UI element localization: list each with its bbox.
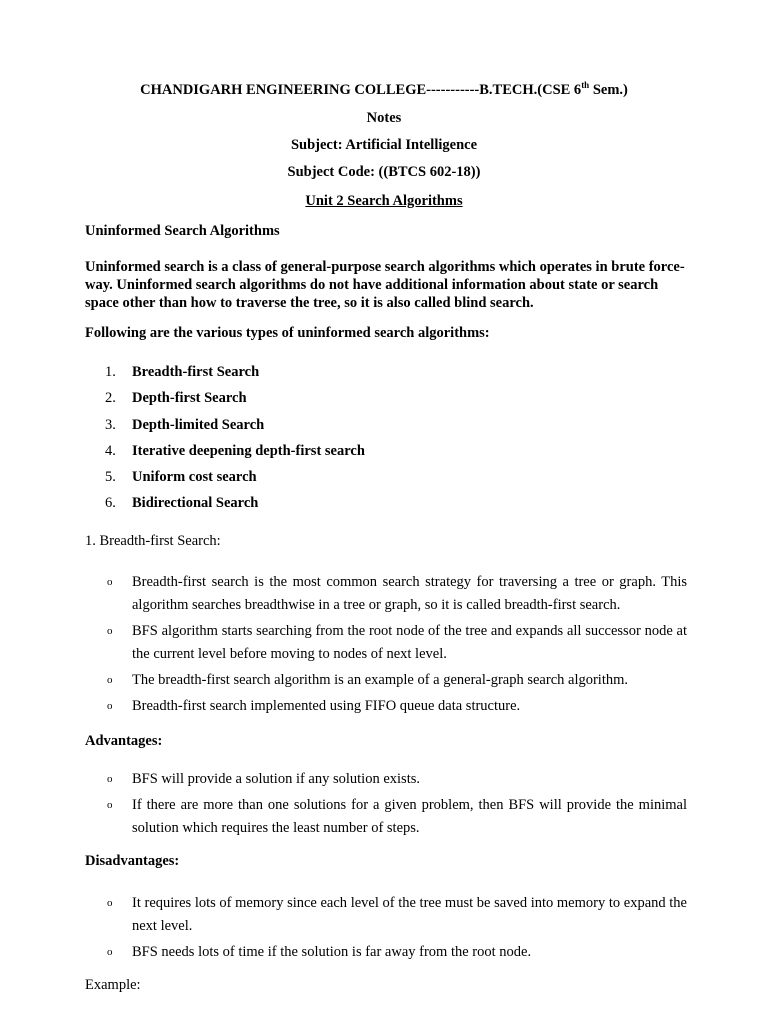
list-item: [105, 362, 365, 388]
advantages-list: [107, 768, 687, 843]
list-item: [105, 467, 365, 493]
bullet-icon: o: [107, 897, 113, 909]
semester-suffix: Sem.): [589, 82, 628, 98]
example-label: Example:: [85, 977, 141, 993]
list-item: [107, 669, 687, 692]
list-number: 6.: [105, 495, 116, 512]
bullet-icon: o: [107, 674, 113, 686]
bullet-text: BFS will provide a solution if any solution exists.: [132, 771, 420, 787]
list-item: [107, 941, 687, 964]
list-label: Depth-limited Search: [132, 416, 265, 433]
college-title: CHANDIGARH ENGINEERING COLLEGE-----------B.TECH.(CSE 6: [140, 82, 582, 98]
uninformed-paragraph: Uninformed search is a class of general-purpose search algorithms which operates in brute force-way. Uninformed search algorithms do not have additional information about state or search space other than how to traverse the tree, so it is also called blind search.: [85, 259, 685, 311]
bullet-text: The breadth-first search algorithm is an example of a general-graph search algorithm.: [132, 672, 629, 688]
list-item: [107, 620, 687, 666]
notes-title: Notes: [366, 110, 402, 126]
list-item: [105, 441, 365, 467]
bfs-points-list: [107, 571, 687, 721]
advantages-heading: Advantages:: [85, 733, 163, 749]
unit-title: Unit 2 Search Algorithms: [305, 193, 463, 209]
disadvantages-heading: Disadvantages:: [85, 853, 180, 869]
list-number: 5.: [105, 469, 116, 486]
types-intro: Following are the various types of uninformed search algorithms:: [85, 325, 490, 341]
list-label: Bidirectional Search: [132, 495, 259, 512]
list-label: Breadth-first Search: [132, 364, 260, 380]
college-header: [0, 82, 768, 99]
list-number: 1.: [105, 364, 116, 380]
list-item: [107, 695, 687, 718]
bfs-heading: 1. Breadth-first Search:: [85, 533, 221, 549]
search-types-list: [105, 362, 365, 520]
list-label: Uniform cost search: [132, 469, 257, 486]
bullet-icon: o: [107, 576, 113, 588]
list-item: [105, 415, 365, 441]
list-label: Depth-first Search: [132, 390, 247, 407]
bullet-text: Breadth-first search is the most common search strategy for traversing a tree or graph. This algorithm searches breadthwise in a tree or graph, so it is called breadth-first search.: [132, 574, 687, 613]
list-number: 3.: [105, 416, 116, 433]
list-item: [107, 892, 687, 938]
list-label: Iterative deepening depth-first search: [132, 442, 365, 459]
bullet-text: BFS needs lots of time if the solution is far away from the root node.: [132, 944, 532, 960]
bullet-icon: o: [107, 773, 113, 785]
list-item: [107, 768, 687, 791]
semester-superscript: th: [581, 80, 590, 90]
bullet-icon: o: [107, 700, 113, 712]
bullet-icon: o: [107, 946, 113, 958]
list-item: [105, 493, 365, 519]
list-item: [105, 388, 365, 414]
bullet-text: If there are more than one solutions for a given problem, then BFS will provide the minimal solution which requires the least number of steps.: [132, 797, 687, 836]
uninformed-heading: Uninformed Search Algorithms: [85, 223, 280, 239]
list-item: [107, 571, 687, 617]
bullet-text: It requires lots of memory since each level of the tree must be saved into memory to expand the next level.: [132, 895, 687, 934]
list-item: [107, 794, 687, 840]
list-number: 4.: [105, 442, 116, 459]
list-number: 2.: [105, 390, 116, 407]
disadvantages-list: [107, 892, 687, 967]
bullet-icon: o: [107, 799, 113, 811]
bullet-text: Breadth-first search implemented using FIFO queue data structure.: [132, 698, 521, 714]
bullet-icon: o: [107, 625, 113, 637]
subject-title: Subject: Artificial Intelligence: [290, 137, 478, 153]
bullet-text: BFS algorithm starts searching from the root node of the tree and expands all successor node at the current level before moving to nodes of next level.: [132, 623, 687, 662]
subject-code: Subject Code: ((BTCS 602-18)): [287, 164, 481, 180]
